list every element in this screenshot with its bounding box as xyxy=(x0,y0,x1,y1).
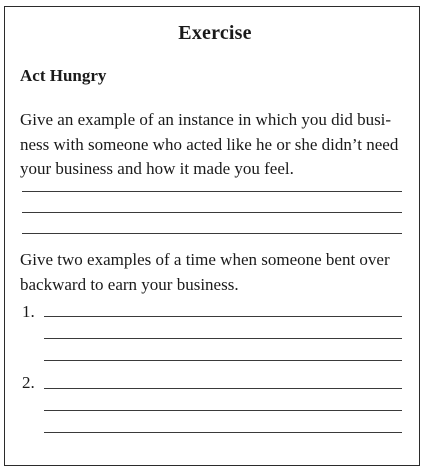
answer-1-line[interactable] xyxy=(44,338,402,339)
prompt-2-line: Give two examples of a time when someone bent over xyxy=(20,250,390,269)
answer-line[interactable] xyxy=(22,191,402,192)
answer-2-number: 2. xyxy=(22,373,35,392)
answer-2-line[interactable] xyxy=(44,432,402,433)
answer-2-line[interactable] xyxy=(44,388,402,389)
prompt-1-line: your business and how it made you feel. xyxy=(20,159,294,178)
answer-1-number: 1. xyxy=(22,302,35,321)
prompt-1-line: Give an example of an instance in which you did busi- xyxy=(20,110,392,129)
answer-line[interactable] xyxy=(22,233,402,234)
answer-1-line[interactable] xyxy=(44,316,402,317)
answer-2-line[interactable] xyxy=(44,410,402,411)
exercise-title: Exercise xyxy=(178,22,252,44)
prompt-1-text xyxy=(20,108,400,182)
exercise-subheading: Act Hungry xyxy=(20,66,107,85)
prompt-2-line: backward to earn your business. xyxy=(20,274,239,294)
answer-1-line[interactable] xyxy=(44,360,402,361)
answer-line[interactable] xyxy=(22,212,402,213)
prompt-1-line: ness with someone who acted like he or she didn’t need xyxy=(20,134,399,154)
prompt-2-text xyxy=(20,248,400,297)
